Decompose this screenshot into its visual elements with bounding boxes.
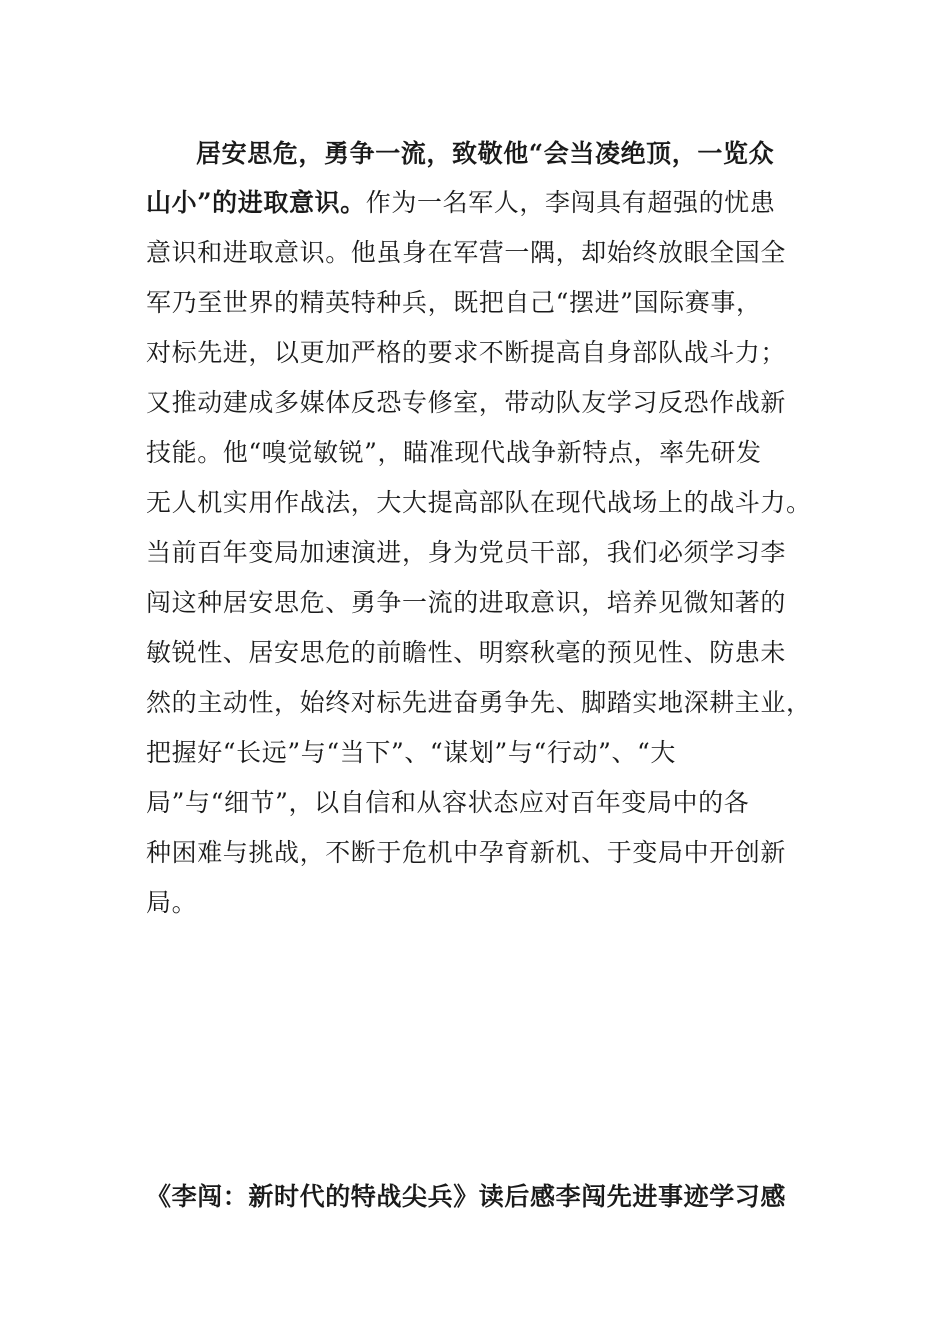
body-text: 军乃至世界的精英特种兵，既把自己“摆进”国际赛事， <box>146 288 762 317</box>
paragraph-line <box>146 686 812 720</box>
body-text: 局”与“细节”，以自信和从容状态应对百年变局中的各 <box>146 788 750 817</box>
bold-lead-text: 山小”的进取意识。 <box>146 188 366 217</box>
body-text: 又推动建成多媒体反恐专修室，带动队友学习反恐作战新 <box>146 388 787 417</box>
body-text: 当前百年变局加速演进，身为党员干部，我们必须学习李 <box>146 538 787 567</box>
body-text: 对标先进，以更加严格的要求不断提高自身部队战斗力； <box>146 338 787 367</box>
paragraph-line <box>146 586 786 620</box>
paragraph-line <box>146 736 676 770</box>
body-text: 无人机实用作战法，大大提高部队在现代战场上的战斗力。 <box>146 488 812 517</box>
body-text: 闯这种居安思危、勇争一流的进取意识，培养见微知著的 <box>146 588 787 617</box>
body-text: 作为一名军人，李闯具有超强的忧患 <box>365 188 776 217</box>
paragraph-line <box>146 436 762 470</box>
body-text: 敏锐性、居安思危的前瞻性、明察秋毫的预见性、防患未 <box>146 638 787 667</box>
paragraph-line <box>146 836 786 870</box>
body-text: 意识和进取意识。他虽身在军营一隅，却始终放眼全国全 <box>146 238 787 267</box>
article-heading: 《李闯：新时代的特战尖兵》读后感李闯先进事迹学习感 <box>146 1182 787 1211</box>
body-text: 把握好“长远”与“当下”、“谋划”与“行动”、“大 <box>146 738 677 767</box>
paragraph-line <box>146 386 786 420</box>
paragraph-line <box>146 236 786 270</box>
paragraph-line <box>146 186 775 220</box>
paragraph-line <box>146 336 786 370</box>
paragraph-line <box>146 486 812 520</box>
paragraph-line <box>146 886 197 920</box>
body-text: 局。 <box>146 888 198 917</box>
body-text: 技能。他“嗅觉敏锐”，瞄准现代战争新特点，率先研发 <box>146 438 762 467</box>
paragraph-line <box>146 286 762 320</box>
paragraph-line <box>146 786 749 820</box>
body-text: 然的主动性，始终对标先进奋勇争先、脚踏实地深耕主业， <box>146 688 812 717</box>
paragraph-line <box>146 536 786 570</box>
bold-lead-text: 居安思危，勇争一流，致敬他“会当凌绝顶，一览众 <box>196 139 775 168</box>
body-text: 种困难与挑战，不断于危机中孕育新机、于变局中开创新 <box>146 838 787 867</box>
paragraph-line <box>196 137 774 171</box>
paragraph-line <box>146 636 786 670</box>
